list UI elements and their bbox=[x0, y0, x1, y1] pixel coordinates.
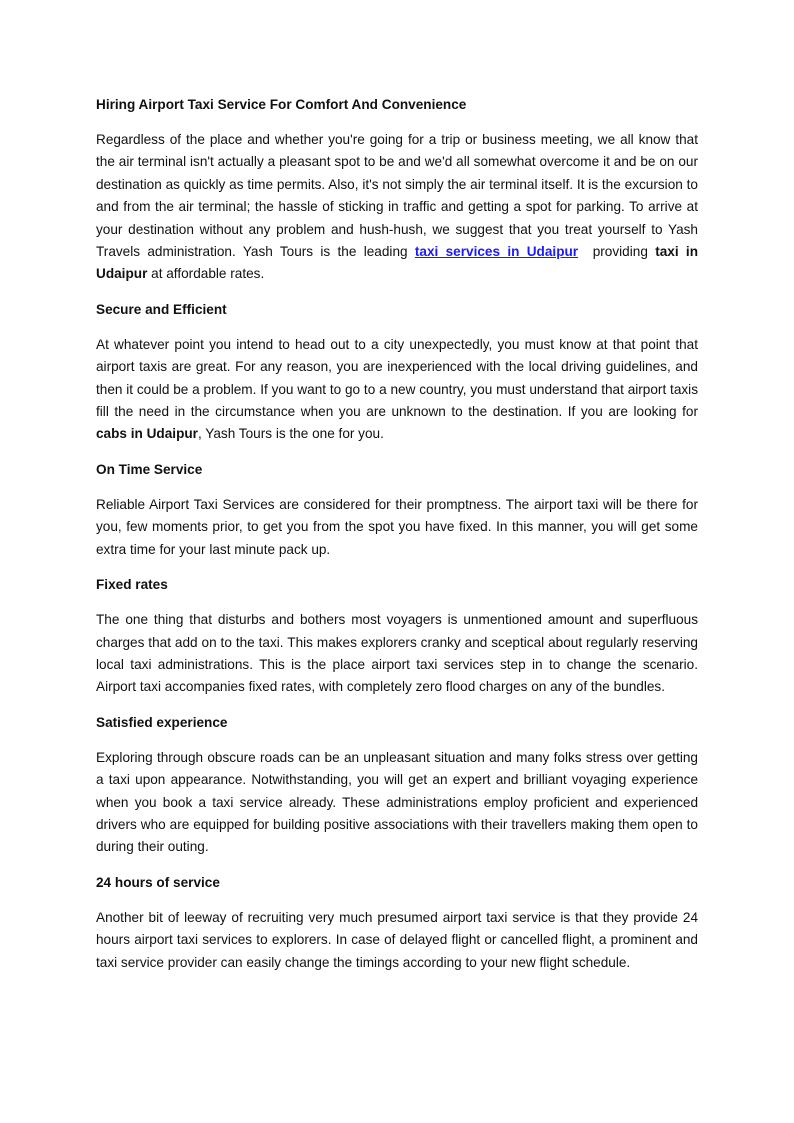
heading-secure-efficient: Secure and Efficient bbox=[96, 301, 227, 317]
paragraph-fixed-rates: The one thing that disturbs and bothers most voyagers is unmentioned amount and superfluous charges that add on to the taxi. This makes explorers cranky and sceptical about regularly reserving local taxi administrations. This is the place airport taxi services step in to change the scenario. Airport taxi accompanies fixed rates, with completely zero flood charges on any of the bundles. bbox=[96, 612, 698, 695]
intro-mid-text: providing bbox=[578, 244, 656, 260]
document-page bbox=[96, 94, 698, 986]
paragraph-24-hours-service: Another bit of leeway of recruiting very much presumed airport taxi service is that they provide 24 hours airport taxi services to explorers. In case of delayed flight or cancelled flight, a prominent and taxi service provider can easily change the timings according to your new flight schedule. bbox=[96, 909, 698, 970]
secure-bold-text: cabs in Udaipur bbox=[96, 426, 198, 442]
secure-text: At whatever point you intend to head out to a city unexpectedly, you must know at that point that airport taxis are great. For any reason, you are inexperienced with the local driving guidelines, and then it could be a problem. If you want to go to a new country, you must understand that airport taxis fill the need in the circumstance when you are unknown to the destination. If you are looking for bbox=[96, 336, 698, 420]
intro-end-text: at affordable rates. bbox=[147, 266, 265, 282]
document-title: Hiring Airport Taxi Service For Comfort And Convenience bbox=[96, 97, 467, 112]
paragraph-on-time-service: Reliable Airport Taxi Services are considered for their promptness. The airport taxi will be there for you, few moments prior, to get you from the spot you have fixed. In this manner, you will get some extra time for your last minute pack up. bbox=[96, 496, 698, 557]
paragraph-satisfied-experience: Exploring through obscure roads can be an unpleasant situation and many folks stress over getting a taxi upon appearance. Notwithstanding, you will get an expert and brilliant voyaging experience when you book a taxi service already. These administrations employ proficient and experienced drivers who are equipped for building positive associations with their travellers making them open to during their outing. bbox=[96, 749, 698, 855]
intro-paragraph bbox=[96, 129, 698, 286]
intro-bold-text: taxi in Udaipur bbox=[96, 244, 699, 282]
intro-text: Regardless of the place and whether you're going for a trip or business meeting, we all know that the air terminal isn't actually a pleasant spot to be and we'd all somewhat overcome it and be on our destination as quickly as time permits. Also, it's not simply the air terminal itself. It is the excursion to and from the air terminal; the hassle of sticking in traffic and getting a spot for parking. To arrive at your destination without any problem and hush-hush, we suggest that you treat yourself to Yash Travels administration. Yash Tours is the leading bbox=[96, 132, 698, 260]
paragraph-secure-efficient bbox=[96, 334, 698, 446]
secure-end-text: , Yash Tours is the one for you. bbox=[197, 426, 384, 442]
heading-on-time-service: On Time Service bbox=[96, 461, 203, 477]
heading-fixed-rates: Fixed rates bbox=[96, 577, 168, 593]
taxi-services-link[interactable]: taxi services in Udaipur bbox=[414, 244, 579, 260]
heading-24-hours-service: 24 hours of service bbox=[96, 874, 220, 890]
heading-satisfied-experience: Satisfied experience bbox=[96, 714, 228, 730]
